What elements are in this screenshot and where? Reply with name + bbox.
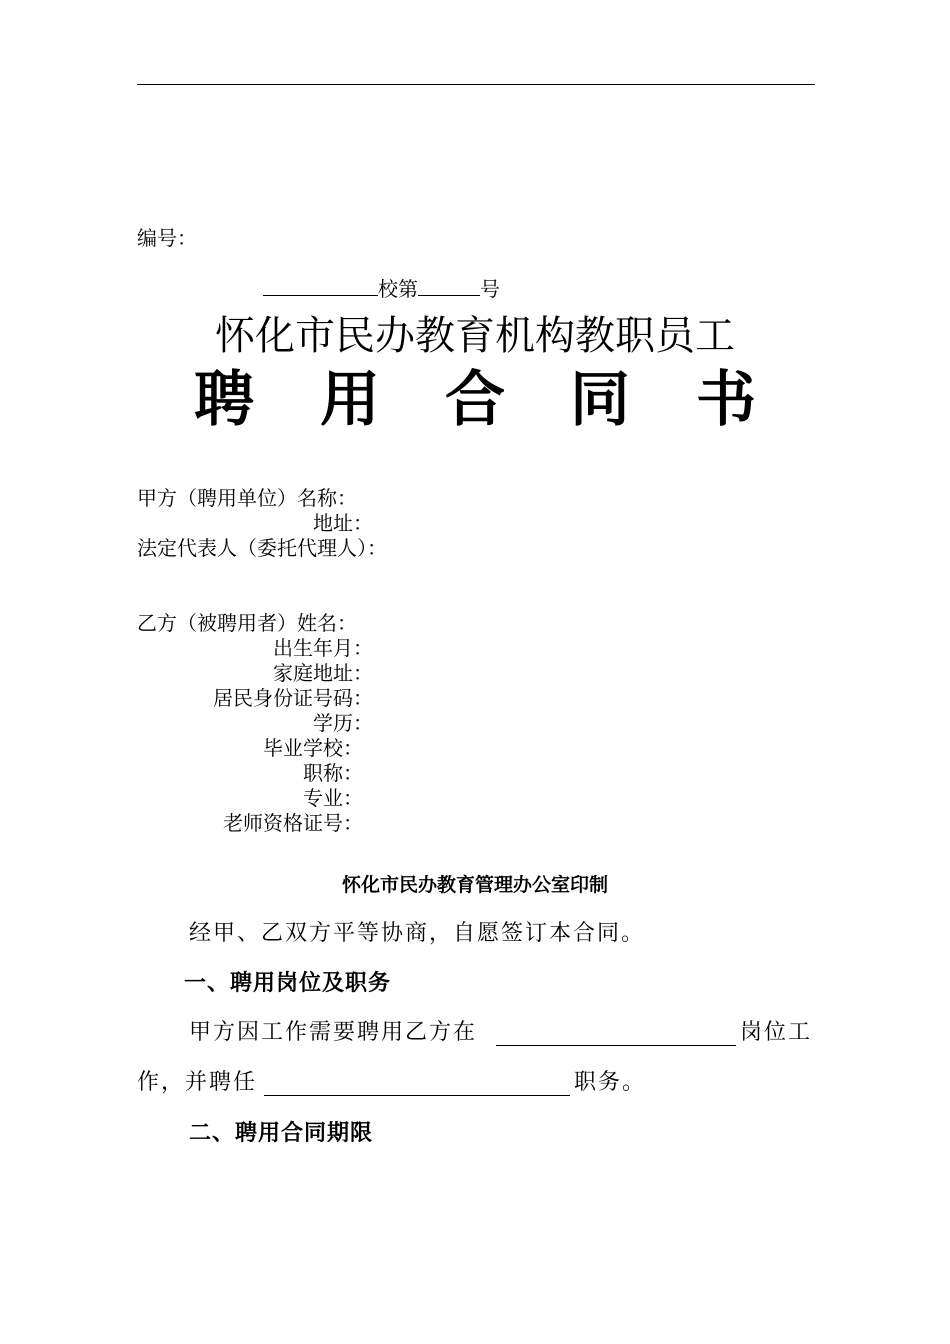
party-a-name-label: 甲方（聘用单位）名称： — [137, 486, 357, 510]
section-1-text-2: 岗位工 — [740, 1020, 813, 1045]
title-char-1: 聘 — [194, 365, 254, 435]
school-text: 校第 — [378, 277, 418, 301]
title-line-1: 怀化市民办教育机构教职员工 — [215, 313, 735, 359]
title-char-5: 书 — [696, 365, 756, 435]
party-b-cert-label: 老师资格证号： — [223, 811, 363, 835]
section-2-heading: 二、聘用合同期限 — [189, 1120, 374, 1146]
top-rule — [137, 84, 815, 85]
party-b-school-label: 毕业学校： — [263, 736, 363, 760]
party-b-birth-label: 出生年月： — [273, 636, 373, 660]
section-1-heading: 一、聘用岗位及职务 — [184, 970, 392, 996]
section-1-text-3: 作，并聘任 — [137, 1070, 258, 1095]
party-a-address-label: 地址： — [313, 511, 373, 535]
party-b-edu-label: 学历： — [313, 711, 373, 735]
party-b-home-label: 家庭地址： — [273, 661, 373, 685]
title-char-3: 合 — [445, 365, 505, 435]
party-a-rep-label: 法定代表人（委托代理人）： — [137, 536, 387, 560]
party-b-id-label: 居民身份证号码： — [213, 686, 373, 710]
party-b-title-label: 职称： — [303, 761, 363, 785]
title-char-2: 用 — [320, 365, 380, 435]
section-1-text-1: 甲方因工作需要聘用乙方在 — [189, 1020, 478, 1045]
party-b-name-label: 乙方（被聘用者）姓名： — [137, 611, 357, 635]
title-char-4: 同 — [570, 365, 630, 435]
printed-by: 怀化市民办教育管理办公室印制 — [341, 874, 608, 896]
section-1-text-4: 职务。 — [574, 1070, 647, 1095]
school-name-blank[interactable] — [263, 275, 378, 296]
school-serial-line — [263, 275, 500, 301]
position-blank[interactable] — [496, 1045, 736, 1046]
party-b-major-label: 专业： — [303, 786, 363, 810]
contract-intro: 经甲、乙双方平等协商，自愿签订本合同。 — [189, 921, 646, 946]
serial-number-label: 编号： — [137, 226, 197, 250]
serial-number-blank[interactable] — [418, 275, 480, 296]
hao-text: 号 — [480, 277, 500, 301]
duty-blank[interactable] — [264, 1095, 570, 1096]
